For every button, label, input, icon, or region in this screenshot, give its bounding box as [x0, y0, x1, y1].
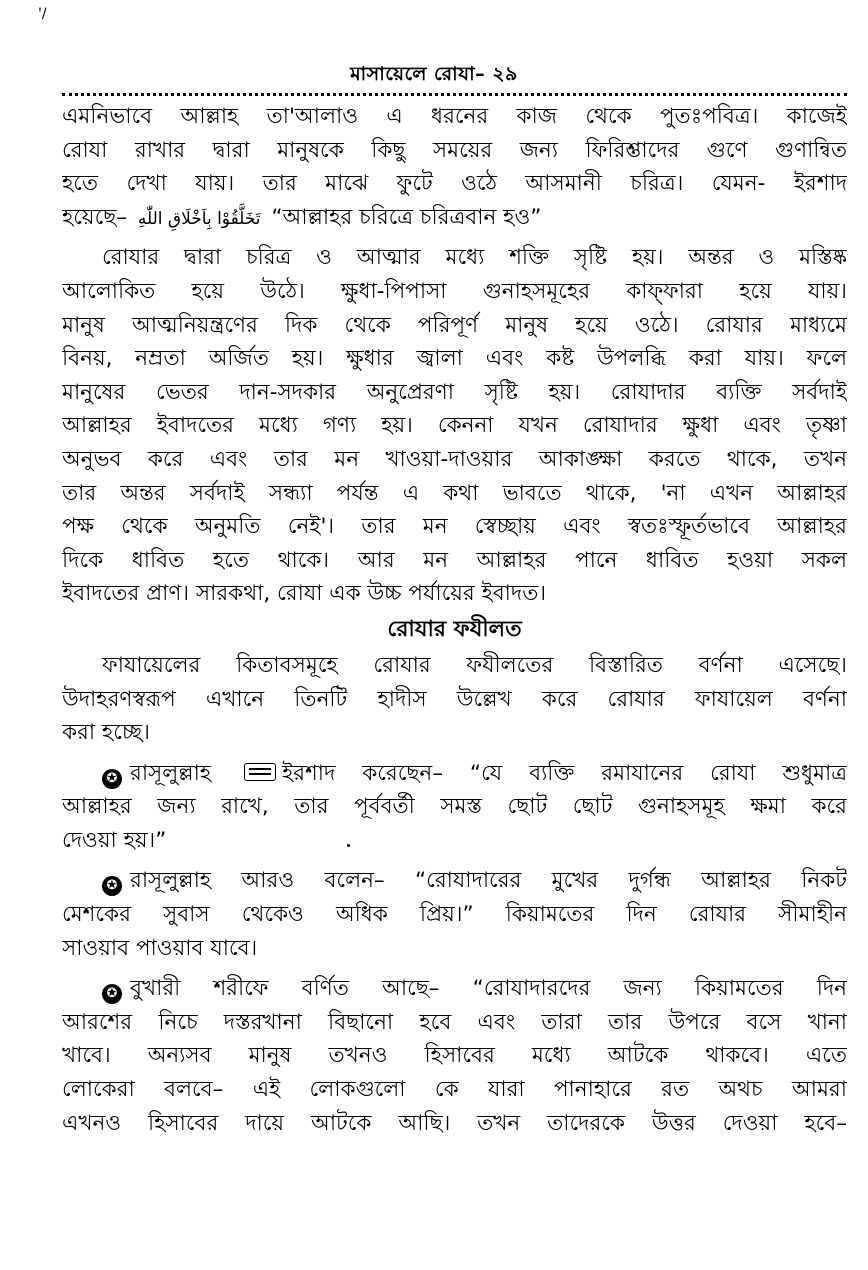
star-bullet-icon: ✪ — [102, 984, 122, 1004]
paragraph-1 — [62, 100, 847, 234]
text-line — [62, 864, 847, 898]
section-heading: রোযার ফযীলত — [387, 616, 522, 642]
salutation-calligraphy-icon — [244, 763, 276, 781]
text-line: তার অন্তর সর্বদাই সন্ধ্যা পর্যন্ত এ কথা ভাবতে থাকে, 'না এখন আল্লাহর — [62, 480, 847, 506]
text-line: উদাহরণস্বরূপ এখানে তিনটি হাদীস উল্লেখ করে রোযার ফাযায়েল বর্ণনা — [62, 686, 847, 712]
hadith-3 — [62, 972, 847, 1140]
text-line: আলোকিত হয়ে উঠে। ক্ষুধা-পিপাসা গুনাহসমূহের কাফ্ফারা হয়ে যায়। — [62, 278, 847, 304]
text-line: অনুভব করে এবং তার মন খাওয়া-দাওয়ার আকাঙ্ক্ষা করতে থাকে, তখন — [62, 446, 847, 472]
running-header: মাসায়েলে রোযা– ২৯ — [350, 63, 518, 85]
text-line: এখনও হিসাবের দায়ে আটকে আছি। তখন তাদেরকে উত্তর দেওয়া হবে– — [62, 1110, 847, 1136]
text-line: আল্লাহর ইবাদতের মধ্যে গণ্য হয়। কেননা যখন রোযাদার ক্ষুধা এবং তৃষ্ণা — [62, 413, 847, 439]
text-fragment: রাসূলুল্লাহ আরও বলেন– “রোযাদারের মুখের দুর্গন্ধ আল্লাহর নিকট — [130, 868, 847, 894]
star-bullet-icon: ✪ — [102, 876, 122, 896]
text-fragment: বুখারী শরীফে বর্ণিত আছে– “রোযাদারদের জন্য কিয়ামতের দিন — [130, 976, 847, 1002]
hadith-2 — [62, 864, 847, 965]
text-fragment: রাসূলুল্লাহ — [130, 760, 212, 786]
text-line: সাওয়াব পাওয়াব যাবে। — [62, 935, 258, 961]
text-line: পক্ষ থেকে অনুমতি নেই'। তার মন স্বেচ্ছায় এবং স্বতঃস্ফূর্তভাবে আল্লাহর — [62, 514, 847, 540]
text-line: রোযার দ্বারা চরিত্র ও আত্মার মধ্যে শক্তি সৃষ্টি হয়। অন্তর ও মস্তিষ্ক — [102, 245, 847, 271]
text-line: করা হচ্ছে। — [62, 720, 150, 746]
paragraph-2 — [62, 241, 847, 611]
text-line: এমনিভাবে আল্লাহ তা'আলাও এ ধরনের কাজ থেকে পুতঃপবিত্র। কাজেই — [62, 104, 847, 129]
text-line: মানুষ আত্মনিয়ন্ত্রণের দিক থেকে পরিপূর্ণ মানুষ হয়ে ওঠে। রোযার মাধ্যমে — [62, 312, 847, 338]
text-fragment: হয়েছে– — [62, 204, 128, 230]
text-line: ফাযায়েলের কিতাবসমূহে রোযার ফযীলতের বিস্তারিত বর্ণনা এসেছে। — [102, 652, 847, 678]
text-line: রোযা রাখার দ্বারা মানুষকে কিছু সময়ের জন্য ফিরিশ্তাদের গুণে গুণান্বিত — [62, 137, 847, 163]
text-fragment: ইরশাদ করেছেন– “যে ব্যক্তি রমাযানের রোযা শুধুমাত্র — [282, 760, 847, 786]
text-line: বিনয়, নম্রতা অর্জিত হয়। ক্ষুধার জ্বালা এবং কষ্ট উপলব্ধি করা যায়। ফলে — [62, 346, 847, 372]
hadith-1 — [62, 757, 847, 858]
text-line: লোকেরা বলবে– এই লোকগুলো কে যারা পানাহারে রত অথচ আমরা — [62, 1077, 847, 1103]
text-line — [62, 972, 847, 1006]
text-line: মানুষের ভেতর দান-সদকার অনুপ্রেরণা সৃষ্টি হয়। রোযাদার ব্যক্তি সর্বদাই — [62, 379, 847, 405]
text-line: দেওয়া হয়।” — [62, 827, 167, 853]
quoted-translation: “আল্লাহর চরিত্রে চরিত্রবান হও” — [271, 204, 542, 230]
text-line — [62, 201, 847, 235]
paragraph-3 — [62, 649, 847, 750]
text-line: আল্লাহর জন্য রাখে, তার পূর্ববর্তী সমস্ত ছোট ছোট গুনাহসমূহ ক্ষমা করে — [62, 794, 847, 820]
text-line: মেশকের সুবাস থেকেও অধিক প্রিয়।” কিয়ামতের দিন রোযার সীমাহীন — [62, 902, 847, 928]
text-line: দিকে ধাবিত হতে থাকে। আর মন আল্লাহর পানে ধাবিত হওয়া সকল — [62, 547, 847, 573]
text-line: খাবে। অন্যসব মানুষ তখনও হিসাবের মধ্যে আটকে থাকবে। এতে — [62, 1043, 847, 1069]
arabic-phrase: تَخَلَّقُوْا بِاَخْلَاقِ اللّٰهِ — [137, 208, 261, 229]
body-text — [62, 100, 847, 1140]
corner-mark: '/ — [38, 6, 47, 22]
text-line: হতে দেখা যায়। তার মাঝে ফুটে ওঠে আসমানী চরিত্র। যেমন- ইরশাদ — [62, 171, 847, 197]
text-line — [62, 757, 847, 791]
text-line: ইবাদতের প্রাণ। সারকথা, রোযা এক উচ্চ পর্যায়ের ইবাদত। — [62, 581, 547, 607]
header-dotted-rule — [62, 93, 847, 96]
print-speck — [347, 844, 350, 847]
star-bullet-icon: ✪ — [102, 769, 122, 789]
text-line: আরশের নিচে দস্তরখানা বিছানো হবে এবং তারা তার উপরে বসে খানা — [62, 1009, 847, 1035]
